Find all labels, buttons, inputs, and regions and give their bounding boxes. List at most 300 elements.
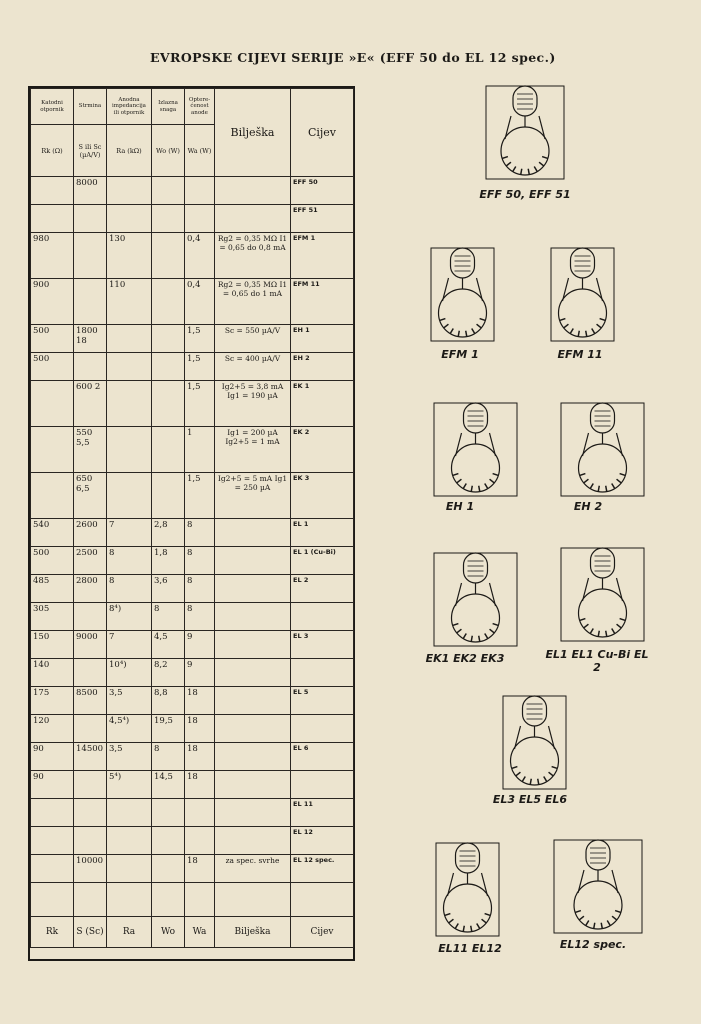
cell-ra <box>107 353 152 381</box>
cell-note: Sc = 550 µA/V <box>215 325 291 353</box>
header-output-power: Izlazna snaga <box>152 89 185 125</box>
tube-socket <box>579 589 627 637</box>
cell-ra <box>107 883 152 917</box>
lead-wire <box>612 870 618 893</box>
cell-wo <box>152 381 185 427</box>
table-row <box>31 743 354 771</box>
cell-wo: 8,2 <box>152 659 185 687</box>
socket-pin <box>530 779 531 785</box>
cell-tube: EL 2 <box>291 575 354 603</box>
header-transconductance: Strmina <box>74 89 107 125</box>
wiring-frame <box>554 840 642 933</box>
cell-rk: 305 <box>31 603 74 631</box>
cell-s <box>74 353 107 381</box>
socket-pin <box>584 479 589 483</box>
cell-wa: 1,5 <box>185 473 215 519</box>
cell-wo <box>152 827 185 855</box>
page-title: EVROPSKE CIJEVI SERIJE »E« (EFF 50 do EL 12 spec.) <box>150 50 556 65</box>
tube-bulb <box>586 840 610 870</box>
diagram-label: EFM 11 <box>557 348 603 361</box>
cell-ra: 110 <box>107 279 152 325</box>
socket-pin <box>580 619 586 621</box>
socket-pin <box>597 324 602 328</box>
cell-rk: 90 <box>31 771 74 799</box>
cell-note <box>215 715 291 743</box>
cell-wa: 8 <box>185 575 215 603</box>
cell-wa: 18 <box>185 855 215 883</box>
cell-tube: EK 3 <box>291 473 354 519</box>
cell-note <box>215 575 291 603</box>
wiring-frame <box>436 843 499 936</box>
table-row <box>31 547 354 575</box>
lead-wire <box>490 433 496 456</box>
tube-bulb <box>591 548 615 578</box>
table-row <box>31 519 354 547</box>
table-row <box>31 205 354 233</box>
cell-note <box>215 659 291 687</box>
cell-rk <box>31 827 74 855</box>
footer-ra: Ra <box>107 917 152 948</box>
cell-tube <box>291 771 354 799</box>
tube-diagram-eff50 <box>480 78 570 183</box>
tube-bulb <box>591 403 615 433</box>
cell-s: 2500 <box>74 547 107 575</box>
cell-rk: 500 <box>31 325 74 353</box>
table-row <box>31 325 354 353</box>
cell-ra: 8 <box>107 575 152 603</box>
cell-wo <box>152 473 185 519</box>
header-anode-impedance: Anodna impedancija ili otpornik <box>107 89 152 125</box>
table-row <box>31 855 354 883</box>
socket-pin <box>490 479 495 483</box>
cell-tube: EL 3 <box>291 631 354 659</box>
socket-pin <box>607 920 610 925</box>
socket-pin <box>580 474 586 476</box>
socket-pin <box>457 479 462 483</box>
socket-pin <box>463 633 466 638</box>
socket-pin <box>594 923 595 929</box>
table-row <box>31 353 354 381</box>
cell-s <box>74 279 107 325</box>
table-row <box>31 473 354 519</box>
lead-wire <box>448 873 454 896</box>
tube-diagram-ek <box>428 545 523 650</box>
socket-pin <box>516 772 521 776</box>
socket-pin <box>472 328 475 333</box>
cell-ra: 3,5 <box>107 687 152 715</box>
cell-note <box>215 799 291 827</box>
cell-rk: 175 <box>31 687 74 715</box>
cell-wo: 19,5 <box>152 715 185 743</box>
socket-pin <box>450 328 453 333</box>
header-symbol-rk: Rk (Ω) <box>31 125 74 177</box>
diagram-label: EK1 EK2 EK3 <box>425 652 505 665</box>
cell-wa: 9 <box>185 659 215 687</box>
socket-pin <box>453 474 459 476</box>
wiring-frame <box>434 553 517 646</box>
tube-diagram-eh1 <box>428 395 523 500</box>
table-row <box>31 799 354 827</box>
cell-s: 600 2 <box>74 381 107 427</box>
diagram-label: EL11 EL12 <box>438 942 502 955</box>
lead-wire <box>456 433 462 456</box>
socket-pin <box>617 479 622 483</box>
tube-socket <box>501 127 549 175</box>
cell-tube: EFF 50 <box>291 177 354 205</box>
table-row <box>31 603 354 631</box>
cell-wo <box>152 325 185 353</box>
diagram-label: EFM 1 <box>441 348 479 361</box>
socket-pin <box>560 319 566 321</box>
header-tube: Cijev <box>291 89 354 177</box>
cell-s <box>74 771 107 799</box>
diagram-label: EL3 EL5 EL6 <box>492 793 568 806</box>
cell-note: Sc = 400 µA/V <box>215 353 291 381</box>
socket-pin <box>534 166 537 171</box>
lead-wire <box>563 278 569 301</box>
cell-ra: 8⁴) <box>107 603 152 631</box>
cell-note <box>215 743 291 771</box>
tube-diagram-el1 <box>555 540 650 645</box>
cell-wo <box>152 427 185 473</box>
tube-socket <box>439 289 487 337</box>
diagram-label: EFF 50, EFF 51 <box>479 188 571 201</box>
diagram-label: EL1 EL1 Cu-Bi EL 2 <box>545 648 649 674</box>
cell-note <box>215 631 291 659</box>
cell-tube: EL 6 <box>291 743 354 771</box>
table-row <box>31 575 354 603</box>
tube-socket <box>579 444 627 492</box>
cell-wa: 18 <box>185 687 215 715</box>
cell-wa <box>185 205 215 233</box>
footer-wa: Wa <box>185 917 215 948</box>
socket-pin <box>586 331 587 337</box>
table-row <box>31 427 354 473</box>
tube-bulb <box>456 843 480 873</box>
cell-tube: EFF 51 <box>291 205 354 233</box>
cell-s: 9000 <box>74 631 107 659</box>
socket-pin <box>482 919 487 923</box>
table-row <box>31 659 354 687</box>
cell-wo: 1,8 <box>152 547 185 575</box>
socket-pin <box>522 776 525 781</box>
cell-wo <box>152 279 185 325</box>
tube-bulb <box>513 86 537 116</box>
cell-ra: 3,5 <box>107 743 152 771</box>
tube-socket <box>444 884 492 932</box>
cell-rk <box>31 799 74 827</box>
tube-socket <box>452 594 500 642</box>
socket-pin <box>620 619 626 621</box>
tube-table <box>28 86 355 961</box>
socket-pin <box>455 923 458 928</box>
socket-pin <box>598 631 599 637</box>
socket-pin <box>544 776 547 781</box>
socket-pin <box>485 914 491 916</box>
lead-wire <box>617 433 623 456</box>
cell-note <box>215 771 291 799</box>
cell-ra <box>107 799 152 827</box>
socket-pin <box>463 926 464 932</box>
header-symbol-s: S ili Sc (µA/V) <box>74 125 107 177</box>
cell-wa: 1 <box>185 427 215 473</box>
socket-pin <box>502 157 508 159</box>
socket-pin <box>539 162 544 166</box>
tube-bulb <box>571 248 595 278</box>
socket-pin <box>570 328 573 333</box>
tube-bulb <box>464 553 488 583</box>
cell-wo <box>152 353 185 381</box>
header-symbol-wa: Wa (W) <box>185 125 215 177</box>
socket-pin <box>445 914 451 916</box>
socket-pin <box>612 628 615 633</box>
cell-rk: 900 <box>31 279 74 325</box>
diagram-label: EH 2 <box>573 500 603 513</box>
cell-note <box>215 547 291 575</box>
socket-pin <box>612 916 617 920</box>
socket-pin <box>506 162 511 166</box>
header-cathode-resistor: Katodni otpornik <box>31 89 74 125</box>
cell-ra: 8 <box>107 547 152 575</box>
cell-tube: EL 11 <box>291 799 354 827</box>
socket-pin <box>590 483 593 488</box>
cell-rk <box>31 205 74 233</box>
table-row <box>31 715 354 743</box>
cell-rk: 980 <box>31 233 74 279</box>
socket-pin <box>480 319 486 321</box>
cell-rk: 500 <box>31 547 74 575</box>
table-row <box>31 279 354 325</box>
cell-rk <box>31 855 74 883</box>
lead-wire <box>477 278 483 301</box>
cell-note <box>215 205 291 233</box>
cell-tube <box>291 659 354 687</box>
cell-ra: 10⁴) <box>107 659 152 687</box>
cell-s: 1800 18 <box>74 325 107 353</box>
cell-ra <box>107 325 152 353</box>
socket-pin <box>440 319 446 321</box>
socket-pin <box>457 629 462 633</box>
footer-tube: Cijev <box>291 917 354 948</box>
tube-diagram-eh2 <box>555 395 650 500</box>
cell-note <box>215 177 291 205</box>
cell-note <box>215 687 291 715</box>
cell-note: Ig2+5 = 5 mA Ig1 = 250 µA <box>215 473 291 519</box>
cell-wo <box>152 799 185 827</box>
cell-s <box>74 883 107 917</box>
tube-socket <box>574 881 622 929</box>
cell-wa: 9 <box>185 631 215 659</box>
cell-ra <box>107 205 152 233</box>
lead-wire <box>482 873 488 896</box>
cell-wa: 18 <box>185 771 215 799</box>
cell-note <box>215 827 291 855</box>
cell-s <box>74 715 107 743</box>
cell-wa: 8 <box>185 603 215 631</box>
cell-tube: EH 2 <box>291 353 354 381</box>
cell-rk: 90 <box>31 743 74 771</box>
socket-pin <box>538 779 539 785</box>
header-symbol-wo: Wo (W) <box>152 125 185 177</box>
cell-note: Rg2 = 0,35 MΩ I1 = 0,65 do 0,8 mA <box>215 233 291 279</box>
cell-tube <box>291 883 354 917</box>
header-symbol-ra: Ra (kΩ) <box>107 125 152 177</box>
socket-pin <box>617 624 622 628</box>
cell-note <box>215 603 291 631</box>
cell-rk: 140 <box>31 659 74 687</box>
cell-wa <box>185 827 215 855</box>
cell-ra: 4,5⁴) <box>107 715 152 743</box>
cell-wa: 18 <box>185 715 215 743</box>
table-row <box>31 687 354 715</box>
cell-s: 550 5,5 <box>74 427 107 473</box>
socket-pin <box>564 324 569 328</box>
cell-s: 8000 <box>74 177 107 205</box>
socket-pin <box>552 767 558 769</box>
cell-tube: EK 1 <box>291 381 354 427</box>
diagram-label: EH 1 <box>445 500 475 513</box>
cell-wa: 8 <box>185 519 215 547</box>
cell-ra <box>107 855 152 883</box>
cell-s: 10000 <box>74 855 107 883</box>
table-row <box>31 233 354 279</box>
cell-tube: EL 12 <box>291 827 354 855</box>
socket-pin <box>479 486 480 492</box>
cell-note <box>215 883 291 917</box>
cell-rk <box>31 427 74 473</box>
cell-ra: 130 <box>107 233 152 279</box>
lead-wire <box>515 726 521 749</box>
cell-s <box>74 233 107 279</box>
cell-rk: 120 <box>31 715 74 743</box>
socket-pin <box>471 926 472 932</box>
lead-wire <box>456 583 462 606</box>
cell-ra <box>107 827 152 855</box>
cell-rk: 150 <box>31 631 74 659</box>
socket-pin <box>590 628 593 633</box>
tube-socket <box>511 737 559 785</box>
cell-wa: 1,5 <box>185 353 215 381</box>
socket-pin <box>463 483 466 488</box>
footer-note: Bilješka <box>215 917 291 948</box>
cell-wa <box>185 177 215 205</box>
tube-diagram-el12spec <box>548 832 648 937</box>
cell-ra: 5⁴) <box>107 771 152 799</box>
cell-tube: EH 1 <box>291 325 354 353</box>
cell-tube: EK 2 <box>291 427 354 473</box>
wiring-frame <box>503 696 566 789</box>
table-row <box>31 177 354 205</box>
cell-s: 14500 <box>74 743 107 771</box>
socket-pin <box>528 169 529 175</box>
cell-wo <box>152 177 185 205</box>
socket-pin <box>477 324 482 328</box>
socket-pin <box>493 624 499 626</box>
socket-pin <box>466 331 467 337</box>
lead-wire <box>597 278 603 301</box>
cell-s: 8500 <box>74 687 107 715</box>
footer-wo: Wo <box>152 917 185 948</box>
lead-wire <box>617 578 623 601</box>
table-row <box>31 827 354 855</box>
socket-pin <box>444 324 449 328</box>
wiring-frame <box>551 248 614 341</box>
socket-pin <box>458 331 459 337</box>
lead-wire <box>539 116 545 139</box>
table-row <box>31 771 354 799</box>
socket-pin <box>485 483 488 488</box>
socket-pin <box>615 911 621 913</box>
lead-wire <box>578 870 584 893</box>
socket-pin <box>586 920 589 925</box>
lead-wire <box>490 583 496 606</box>
cell-rk <box>31 883 74 917</box>
socket-pin <box>579 916 584 920</box>
diagram-label: EL12 spec. <box>559 938 627 951</box>
cell-wo: 14,5 <box>152 771 185 799</box>
socket-pin <box>606 486 607 492</box>
socket-pin <box>598 486 599 492</box>
socket-pin <box>601 923 602 929</box>
cell-s: 2600 <box>74 519 107 547</box>
wiring-frame <box>561 548 644 641</box>
cell-wo <box>152 205 185 233</box>
socket-pin <box>513 166 516 171</box>
cell-wa: 1,5 <box>185 325 215 353</box>
cell-wa: 0,4 <box>185 279 215 325</box>
lead-wire <box>583 578 589 601</box>
cell-wo: 3,6 <box>152 575 185 603</box>
footer-s: S (Sc) <box>74 917 107 948</box>
tube-bulb <box>451 248 475 278</box>
cell-wo: 8 <box>152 603 185 631</box>
socket-pin <box>477 923 480 928</box>
cell-rk <box>31 177 74 205</box>
cell-wo: 8 <box>152 743 185 771</box>
socket-pin <box>479 636 480 642</box>
cell-s <box>74 603 107 631</box>
cell-s <box>74 205 107 233</box>
header-anode-load: Optere-ćenost anode <box>185 89 215 125</box>
cell-ra: 7 <box>107 631 152 659</box>
cell-wa: 0,4 <box>185 233 215 279</box>
socket-pin <box>592 328 595 333</box>
cell-ra <box>107 381 152 427</box>
cell-wo <box>152 233 185 279</box>
cell-note: Rg2 = 0,35 MΩ I1 = 0,65 do 1 mA <box>215 279 291 325</box>
cell-wo: 8,8 <box>152 687 185 715</box>
table-row <box>31 381 354 427</box>
cell-tube: EFM 1 <box>291 233 354 279</box>
cell-wo: 4,5 <box>152 631 185 659</box>
lead-wire <box>583 433 589 456</box>
cell-note: Ig2+5 = 3,8 mA Ig1 = 190 µA <box>215 381 291 427</box>
socket-pin <box>521 169 522 175</box>
cell-wo: 2,8 <box>152 519 185 547</box>
table-row <box>31 883 354 917</box>
cell-wa: 8 <box>185 547 215 575</box>
cell-rk: 485 <box>31 575 74 603</box>
tube-bulb <box>464 403 488 433</box>
table-row <box>31 631 354 659</box>
socket-pin <box>606 631 607 637</box>
socket-pin <box>471 636 472 642</box>
socket-pin <box>600 319 606 321</box>
cell-s: 2800 <box>74 575 107 603</box>
cell-s <box>74 799 107 827</box>
socket-pin <box>620 474 626 476</box>
cell-wo <box>152 855 185 883</box>
